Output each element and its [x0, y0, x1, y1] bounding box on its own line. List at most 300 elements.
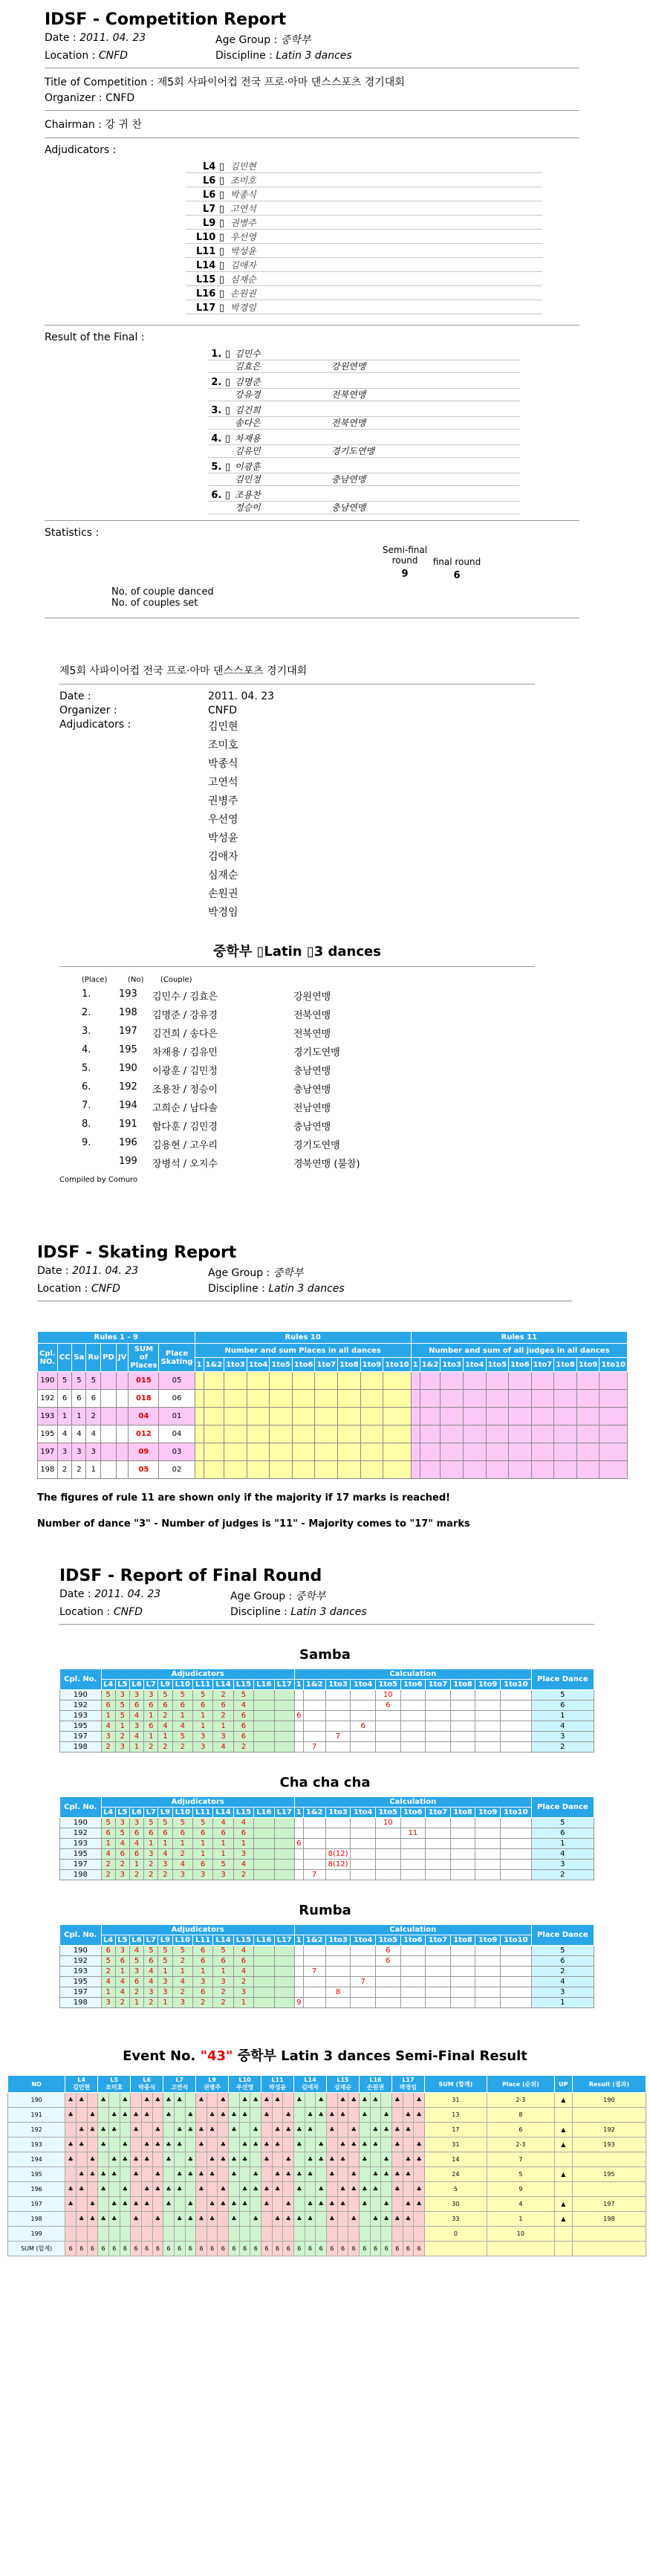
result-row — [208, 404, 520, 417]
dance-calc — [400, 1839, 426, 1849]
rule11-note: The figures of rule 11 are shown only if the majority if 17 marks is reached! — [37, 1492, 451, 1504]
sf-place: 1 — [487, 2212, 554, 2227]
dance-calc — [351, 1849, 376, 1860]
sf-mark-cell: ♣ — [294, 2123, 305, 2138]
h-rules10: Rules 10 — [195, 1332, 411, 1344]
sf-mark-cell — [294, 2227, 305, 2242]
sf-mark-cell: ♣ — [305, 2197, 316, 2212]
table-row — [8, 2212, 646, 2227]
sf-mark-cell — [348, 2152, 360, 2167]
result-row — [208, 433, 520, 445]
dance-mark: 6 — [129, 1977, 143, 1987]
sf-mark-cell — [120, 2167, 131, 2182]
sf-sum-val: 6 — [229, 2242, 240, 2256]
sf-mark-cell — [185, 2138, 196, 2152]
dance-mark: 2 — [144, 1860, 158, 1870]
dance-mark: 4 — [213, 1818, 233, 1828]
sk-r10-cell — [224, 1390, 247, 1408]
sf-mark-cell — [391, 2197, 403, 2212]
divider — [45, 137, 579, 138]
dance-calc — [294, 1742, 303, 1753]
sk-cc: 4 — [57, 1425, 72, 1443]
dance-mark — [274, 1818, 294, 1828]
dance-mark: 6 — [213, 1828, 233, 1839]
h-cpl: Cpl. No. — [60, 1925, 102, 1946]
table-row — [60, 1987, 594, 1998]
calc-col: 1to10 — [500, 1808, 531, 1818]
judge-code: L7 — [175, 2077, 183, 2083]
dance-mark: 6 — [233, 1828, 253, 1839]
sk-r10-cell — [360, 1425, 383, 1443]
sf-mark-cell: ♣ — [327, 2197, 338, 2212]
dance-mark: 6 — [192, 1987, 212, 1998]
dance-calc — [303, 1998, 325, 2008]
semi-header: Semi-final round — [382, 545, 428, 566]
adj-col: L15 — [233, 1680, 253, 1690]
sf-mark-cell: ♣ — [65, 2152, 77, 2167]
sk-r11-cell — [554, 1390, 577, 1408]
sf-mark-cell: ♣ — [163, 2138, 175, 2152]
sf-mark-cell: ♣ — [163, 2197, 175, 2212]
sf-mark-cell: ♣ — [120, 2093, 131, 2108]
sk-place: 04 — [159, 1425, 195, 1443]
dance-mark — [274, 1828, 294, 1839]
placing-couple: 김건희 / 송다은 — [152, 1029, 218, 1040]
dance-mark: 3 — [144, 1987, 158, 1998]
dance-calc — [400, 1946, 426, 1956]
sk-r11-cell — [509, 1461, 532, 1479]
dance-mark: 2 — [192, 1998, 212, 2008]
sf-mark-cell — [76, 2197, 87, 2212]
sf-mark-cell — [163, 2123, 175, 2138]
sf-mark-cell: ♣ — [360, 2093, 371, 2108]
sk-subcol: 1 — [411, 1358, 420, 1372]
sf-mark-cell: ♣ — [360, 2152, 371, 2167]
dance-calc: 9 — [294, 1998, 303, 2008]
sf-mark-cell: ♣ — [152, 2182, 163, 2197]
dance-mark: 4 — [115, 1977, 129, 1987]
sf-place: 2-3 — [487, 2093, 554, 2108]
adj-col: L15 — [233, 1808, 253, 1818]
dance-mark: 5 — [158, 1946, 172, 1956]
sk-place: 02 — [159, 1461, 195, 1479]
sf-sum: 24 — [424, 2167, 487, 2182]
dance-mark — [254, 1977, 274, 1987]
placing-region: 경기도연맹 — [293, 1140, 340, 1151]
sk-r10-cell — [315, 1408, 338, 1425]
adj-col: L11 — [192, 1935, 212, 1946]
dance-mark — [274, 1700, 294, 1711]
sf-sum-val: 6 — [239, 2242, 250, 2256]
sf-mark-cell — [283, 2182, 294, 2197]
sf-mark-cell: ♣ — [272, 2167, 283, 2182]
dance-mark: 4 — [158, 1721, 172, 1732]
sk-r11-cell — [554, 1425, 577, 1443]
table-row — [8, 2093, 646, 2108]
calc-col: 1to3 — [325, 1808, 351, 1818]
dance-calc — [426, 1946, 451, 1956]
placing-couple: 김민수 / 김효은 — [152, 991, 218, 1003]
dance-calc — [303, 1828, 325, 1839]
calc-col: 1to8 — [450, 1935, 475, 1946]
sk-r10-cell — [315, 1390, 338, 1408]
sk-jv — [116, 1461, 128, 1479]
dance-calc — [303, 1732, 325, 1742]
dance-calc: 7 — [303, 1967, 325, 1977]
dance-calc — [375, 1998, 400, 2008]
judge-name: 권병주 — [204, 2084, 221, 2091]
organizer-line — [45, 92, 639, 104]
dance-calc — [294, 1870, 303, 1880]
dance-mark: 3 — [129, 1690, 143, 1700]
sf-mark-cell — [108, 2182, 120, 2197]
sf-mark-cell: ♣ — [174, 2093, 185, 2108]
dance-calc — [400, 1690, 426, 1700]
adjudicator-code: L6 ▯ — [202, 175, 224, 187]
dance-mark: 3 — [172, 1870, 192, 1880]
sk-r11-cell — [531, 1390, 554, 1408]
sf-mark-cell — [305, 2227, 316, 2242]
sf-result — [572, 2152, 646, 2167]
sf-mark-cell: ♣ — [229, 2212, 240, 2227]
sf-mark-cell: ♣ — [337, 2093, 348, 2108]
table-row — [38, 1443, 628, 1461]
sk-r11-cell — [486, 1443, 509, 1461]
sf-body — [8, 2093, 646, 2256]
dance-cpl: 193 — [60, 1711, 102, 1721]
dance-mark: 3 — [172, 1998, 192, 2008]
dance-mark: 1 — [115, 1721, 129, 1732]
dance-calc — [450, 1849, 475, 1860]
sf-mark-cell — [381, 2182, 392, 2197]
dance-mark: 2 — [213, 1690, 233, 1700]
dance-mark: 1 — [192, 1839, 212, 1849]
sf-mark-cell — [348, 2227, 360, 2242]
judge-name: 우선영 — [236, 2084, 254, 2091]
sf-mark-cell: ♣ — [381, 2212, 392, 2227]
sk-r10-cell — [270, 1408, 293, 1425]
calc-col: 1&2 — [303, 1680, 325, 1690]
sk-subcol: 1to5 — [486, 1358, 509, 1372]
sf-mark-cell — [76, 2227, 87, 2242]
adj-col: L17 — [274, 1808, 294, 1818]
placing-couple: 차재용 / 김유민 — [152, 1047, 218, 1058]
adj-col: L14 — [213, 1935, 233, 1946]
couples-set-label: No. of couples set — [111, 598, 198, 609]
dance-calc — [426, 1732, 451, 1742]
sf-mark-cell — [152, 2227, 163, 2242]
dance-calc — [500, 1828, 531, 1839]
sf-place: 4 — [487, 2197, 554, 2212]
dance-mark — [274, 1977, 294, 1987]
calc-col: 1to10 — [500, 1680, 531, 1690]
placing-header — [82, 976, 650, 984]
sk-r10-cell — [360, 1461, 383, 1479]
dance-mark: 2 — [158, 1711, 172, 1721]
table-row — [8, 2123, 646, 2138]
sf-place: 9 — [487, 2182, 554, 2197]
adjudicator-name: 박성윤 — [230, 246, 256, 256]
sf-sum: 31 — [424, 2093, 487, 2108]
summary-org — [59, 705, 650, 716]
sk-r11-cell — [441, 1372, 464, 1390]
final-value: 6 — [453, 570, 461, 581]
date-value: 2011. 04. 23 — [79, 32, 146, 44]
sf-h_result: Result (결과) — [572, 2076, 646, 2093]
dance-mark: 2 — [233, 1870, 253, 1880]
dance-calc — [351, 1690, 376, 1700]
sk-sa: 3 — [72, 1443, 86, 1461]
dance-mark — [254, 1732, 274, 1742]
dance-calc — [450, 1711, 475, 1721]
sf-mark-cell — [185, 2093, 196, 2108]
sf-mark-cell — [360, 2212, 371, 2227]
sf-h-judge — [196, 2076, 229, 2093]
dance-calc — [450, 1742, 475, 1753]
sk-r10-cell — [338, 1461, 361, 1479]
sf-up: ▲ — [554, 2167, 572, 2182]
sk-r11-cell — [531, 1372, 554, 1390]
sf-mark-cell — [229, 2227, 240, 2242]
sk-r11-cell — [441, 1408, 464, 1425]
dance-mark: 5 — [192, 1818, 212, 1828]
dance-place: 4 — [531, 1849, 594, 1860]
result-region: 전북연맹 — [331, 418, 366, 428]
sk-r11-cell — [576, 1443, 599, 1461]
dance-calc — [375, 1742, 400, 1753]
sf-place: 7 — [487, 2152, 554, 2167]
sf-mark-cell — [196, 2152, 207, 2167]
table-row — [60, 1870, 594, 1880]
dance-calc — [500, 1700, 531, 1711]
sf-mark-cell: ♣ — [391, 2182, 403, 2197]
chair-label: Chairman : — [45, 119, 102, 131]
sf-mark-cell: ♣ — [218, 2093, 229, 2108]
sf-sum-val: 6 — [207, 2242, 218, 2256]
adj-col: L16 — [254, 1680, 274, 1690]
chair-value: 강 귀 찬 — [105, 119, 142, 131]
sk-r11-cell — [531, 1443, 554, 1461]
sf-mark-cell: ♣ — [370, 2167, 381, 2182]
dance-calc — [400, 1849, 426, 1860]
header-row-1 — [45, 32, 639, 47]
sk-r10-cell — [383, 1408, 412, 1425]
sf-mark-cell — [98, 2152, 109, 2167]
sk-subcol: 1to8 — [338, 1358, 361, 1372]
dance-mark: 3 — [144, 1690, 158, 1700]
calc-col: 1 — [294, 1680, 303, 1690]
sf-mark-cell: ♣ — [337, 2108, 348, 2123]
adjudicator-row — [186, 258, 542, 272]
sf-mark-cell — [65, 2212, 77, 2227]
sf-mark-cell — [294, 2152, 305, 2167]
dance-mark: 4 — [101, 1977, 115, 1987]
dance-mark — [274, 1839, 294, 1849]
sf-up — [554, 2152, 572, 2167]
sk-r11-cell — [576, 1461, 599, 1479]
sk-subcol: 1to4 — [247, 1358, 270, 1372]
sf-mark-cell: ♣ — [403, 2123, 414, 2138]
calc-col: 1to7 — [426, 1680, 451, 1690]
result-entry — [208, 461, 639, 486]
sk-cpl: 198 — [38, 1461, 58, 1479]
sf-up — [554, 2108, 572, 2123]
dance-calc — [375, 1870, 400, 1880]
h-adj: Adjudicators — [101, 1797, 294, 1808]
dance-calc: 6 — [375, 1956, 400, 1967]
dance-calc — [351, 1839, 376, 1849]
dance-calc — [351, 1946, 376, 1956]
judge-code: L6 — [143, 2077, 152, 2083]
table-row — [8, 2138, 646, 2152]
adjudicator-code: L4 ▯ — [202, 161, 224, 172]
dance-calc — [400, 1987, 426, 1998]
dance-calc — [475, 1860, 501, 1870]
dance-mark: 2 — [129, 1987, 143, 1998]
dance-calc — [500, 1987, 531, 1998]
sk-r11-cell — [599, 1461, 628, 1479]
sf-title-pre: Event No. — [123, 2048, 196, 2064]
sf-mark-cell: ♣ — [98, 2123, 109, 2138]
result-region: 전북연맹 — [331, 389, 366, 400]
sf-mark-cell — [98, 2108, 109, 2123]
dance-place: 1 — [531, 1998, 594, 2008]
sk-r11-cell — [420, 1390, 441, 1408]
partner-1: 이광훈 — [235, 462, 261, 472]
sf-mark-cell: ♣ — [174, 2123, 185, 2138]
h-adj: Adjudicators — [101, 1925, 294, 1935]
sk-sum: 012 — [129, 1425, 159, 1443]
sk-r11-cell — [420, 1443, 441, 1461]
table-row — [8, 2167, 646, 2182]
sf-mark-cell — [360, 2227, 371, 2242]
sk-r11-cell — [463, 1443, 486, 1461]
sk-r10-cell — [204, 1443, 224, 1461]
org-value: CNFD — [105, 92, 135, 104]
placing-region: 충남연맹 — [293, 1122, 331, 1133]
sf-mark-cell: ♣ — [239, 2182, 250, 2197]
sk-r10-cell — [195, 1372, 204, 1390]
sf-mark-cell: ♣ — [131, 2123, 142, 2138]
sf-mark-cell — [283, 2227, 294, 2242]
sf-mark-cell — [381, 2093, 392, 2108]
adjudicator-row — [186, 272, 542, 286]
adj-col: L7 — [144, 1680, 158, 1690]
sf-mark-cell: ♣ — [131, 2152, 142, 2167]
sk-date: 2011. 04. 23 — [72, 1265, 139, 1277]
sk-r11-cell — [463, 1408, 486, 1425]
placing-no: 192 — [119, 1081, 137, 1093]
adj-col: L5 — [115, 1680, 129, 1690]
dance-mark: 5 — [192, 1690, 212, 1700]
sk-r10-cell — [360, 1372, 383, 1390]
fr-hdr-row-2 — [59, 1606, 650, 1618]
sf-mark-cell — [120, 2123, 131, 2138]
judge-code: L9 — [208, 2077, 216, 2083]
sf-mark-cell: ♣ — [360, 2138, 371, 2152]
placing-no: 190 — [119, 1063, 137, 1074]
dance-calc — [426, 1956, 451, 1967]
dance-mark: 4 — [172, 1860, 192, 1870]
adjudicator-row — [186, 286, 542, 300]
dance-calc: 8 — [325, 1987, 351, 1998]
h-rules11: Rules 11 — [411, 1332, 627, 1344]
sf-sum-val: 6 — [120, 2242, 131, 2256]
sk-r11-cell — [509, 1425, 532, 1443]
sk-r11-cell — [599, 1408, 628, 1425]
dance-mark: 4 — [213, 1742, 233, 1753]
sk-r10-cell — [338, 1443, 361, 1461]
table-row — [60, 1849, 594, 1860]
calc-col: 1to8 — [450, 1680, 475, 1690]
dance-calc — [500, 1690, 531, 1700]
sf-mark-cell: ♣ — [141, 2197, 152, 2212]
sf-mark-cell — [229, 2093, 240, 2108]
sf-up: ▲ — [554, 2093, 572, 2108]
judge-name: 김민현 — [73, 2084, 91, 2091]
sf-mark-cell — [131, 2138, 142, 2152]
dance-mark: 1 — [192, 1849, 212, 1860]
placing-couple: 장병석 / 오지수 — [152, 1159, 218, 1170]
result-rank: 6. ▯ — [211, 490, 230, 501]
summary-date — [59, 690, 650, 702]
sf-mark-cell: ♣ — [327, 2123, 338, 2138]
sf-sum-blank — [487, 2242, 554, 2256]
sf-mark-cell — [163, 2167, 175, 2182]
sf-mark-cell: ♣ — [141, 2152, 152, 2167]
sk-place: 05 — [159, 1372, 195, 1390]
sf-mark-cell: ♣ — [250, 2138, 261, 2152]
summary-adjudicator: 박종식 — [208, 758, 238, 770]
table-row — [60, 1967, 594, 1977]
dance-cpl: 192 — [60, 1956, 102, 1967]
sk-subcol: 1&2 — [420, 1358, 441, 1372]
dance-mark: 6 — [158, 1828, 172, 1839]
dance-mark: 3 — [158, 1977, 172, 1987]
sf-no: 199 — [8, 2227, 65, 2242]
sk-r11-cell — [441, 1443, 464, 1461]
divider — [45, 325, 579, 326]
dance-calc — [450, 1956, 475, 1967]
sf-sum-val: 6 — [305, 2242, 316, 2256]
sf-sum: 30 — [424, 2197, 487, 2212]
dance-mark: 2 — [129, 1870, 143, 1880]
sf-mark-cell: ♣ — [174, 2138, 185, 2152]
partner-2: 강유경 — [235, 389, 261, 400]
sf-place: 8 — [487, 2108, 554, 2123]
h-ru: Ru — [86, 1344, 101, 1372]
sf-mark-cell: ♣ — [239, 2108, 250, 2123]
dance-place: 6 — [531, 1828, 594, 1839]
sf-mark-cell: ♣ — [360, 2197, 371, 2212]
sf-mark-cell: ♣ — [370, 2182, 381, 2197]
adjudicator-name: 우선영 — [230, 232, 256, 242]
sf-mark-cell: ♣ — [316, 2093, 327, 2108]
sf-result: 198 — [572, 2212, 646, 2227]
sf-mark-cell: ♣ — [327, 2108, 338, 2123]
sf-h-judge — [360, 2076, 392, 2093]
dance-calc — [351, 1870, 376, 1880]
adj-col: L10 — [172, 1808, 192, 1818]
dance-calc — [426, 1711, 451, 1721]
stats-semi — [379, 545, 431, 609]
calc-col: 1to5 — [375, 1935, 400, 1946]
sf-mark-cell — [250, 2227, 261, 2242]
sk-r10-cell — [204, 1425, 224, 1443]
dance-calc — [400, 1721, 426, 1732]
sf-mark-cell: ♣ — [65, 2197, 77, 2212]
sf-mark-cell: ♣ — [391, 2123, 403, 2138]
